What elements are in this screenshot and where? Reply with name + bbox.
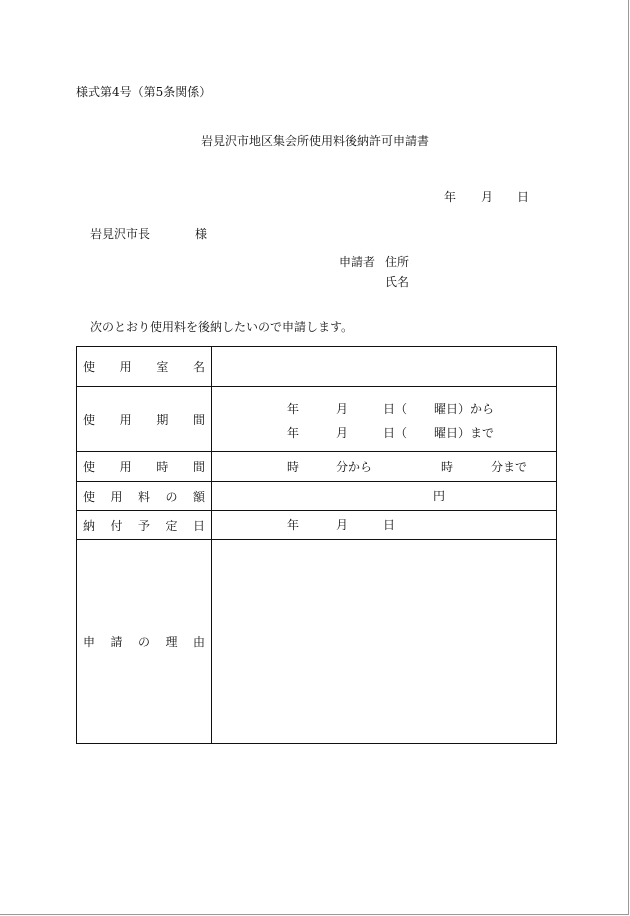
period-from-day: 日（ bbox=[383, 402, 408, 416]
fee-amount-label: 使 用 料 の 額 bbox=[77, 482, 212, 511]
period-to-year: 年 bbox=[287, 426, 300, 440]
table-row bbox=[77, 540, 557, 744]
due-day: 日 bbox=[383, 518, 396, 532]
application-table bbox=[76, 346, 557, 744]
table-row bbox=[77, 482, 557, 511]
due-year: 年 bbox=[287, 518, 300, 532]
table-row bbox=[77, 347, 557, 387]
usage-period-field[interactable] bbox=[212, 387, 557, 452]
usage-time-label: 使 用 時 間 bbox=[77, 452, 212, 482]
room-name-label: 使 用 室 名 bbox=[77, 347, 212, 387]
time-to-hour: 時 bbox=[441, 460, 454, 474]
usage-time-field[interactable] bbox=[212, 452, 557, 482]
address-label: 住所 bbox=[385, 255, 410, 269]
date-month-label: 月 bbox=[481, 190, 494, 204]
period-to-day: 日（ bbox=[383, 426, 408, 440]
document-title: 岩見沢市地区集会所使用料後納許可申請書 bbox=[200, 134, 429, 148]
due-month: 月 bbox=[336, 518, 349, 532]
table-row bbox=[77, 387, 557, 452]
form-number: 様式第4号（第5条関係） bbox=[76, 85, 212, 99]
fee-amount-field[interactable] bbox=[212, 482, 557, 511]
addressee-honorific: 様 bbox=[195, 227, 208, 241]
room-name-field[interactable] bbox=[212, 347, 557, 387]
period-from-year: 年 bbox=[287, 402, 300, 416]
date-year-label: 年 bbox=[444, 190, 457, 204]
due-date-label: 納 付 予 定 日 bbox=[77, 511, 212, 540]
time-to-minute: 分まで bbox=[491, 460, 528, 474]
period-to-weekday: 曜日）まで bbox=[434, 426, 495, 440]
addressee-name: 岩見沢市長 bbox=[90, 227, 151, 241]
usage-period-label: 使 用 期 間 bbox=[77, 387, 212, 452]
table-row bbox=[77, 511, 557, 540]
table-row bbox=[77, 452, 557, 482]
request-statement: 次のとおり使用料を後納したいので申請します。 bbox=[90, 320, 354, 334]
period-from-weekday: 曜日）から bbox=[434, 402, 495, 416]
period-from-month: 月 bbox=[336, 402, 349, 416]
date-day-label: 日 bbox=[517, 190, 530, 204]
name-label: 氏名 bbox=[385, 275, 410, 289]
reason-label: 申 請 の 理 由 bbox=[77, 540, 212, 744]
time-from-minute: 分から bbox=[336, 460, 373, 474]
time-from-hour: 時 bbox=[287, 460, 300, 474]
applicant-label: 申請者 bbox=[339, 255, 376, 269]
period-to-month: 月 bbox=[336, 426, 349, 440]
reason-field[interactable] bbox=[212, 540, 557, 744]
yen-label: 円 bbox=[433, 489, 446, 503]
due-date-field[interactable] bbox=[212, 511, 557, 540]
